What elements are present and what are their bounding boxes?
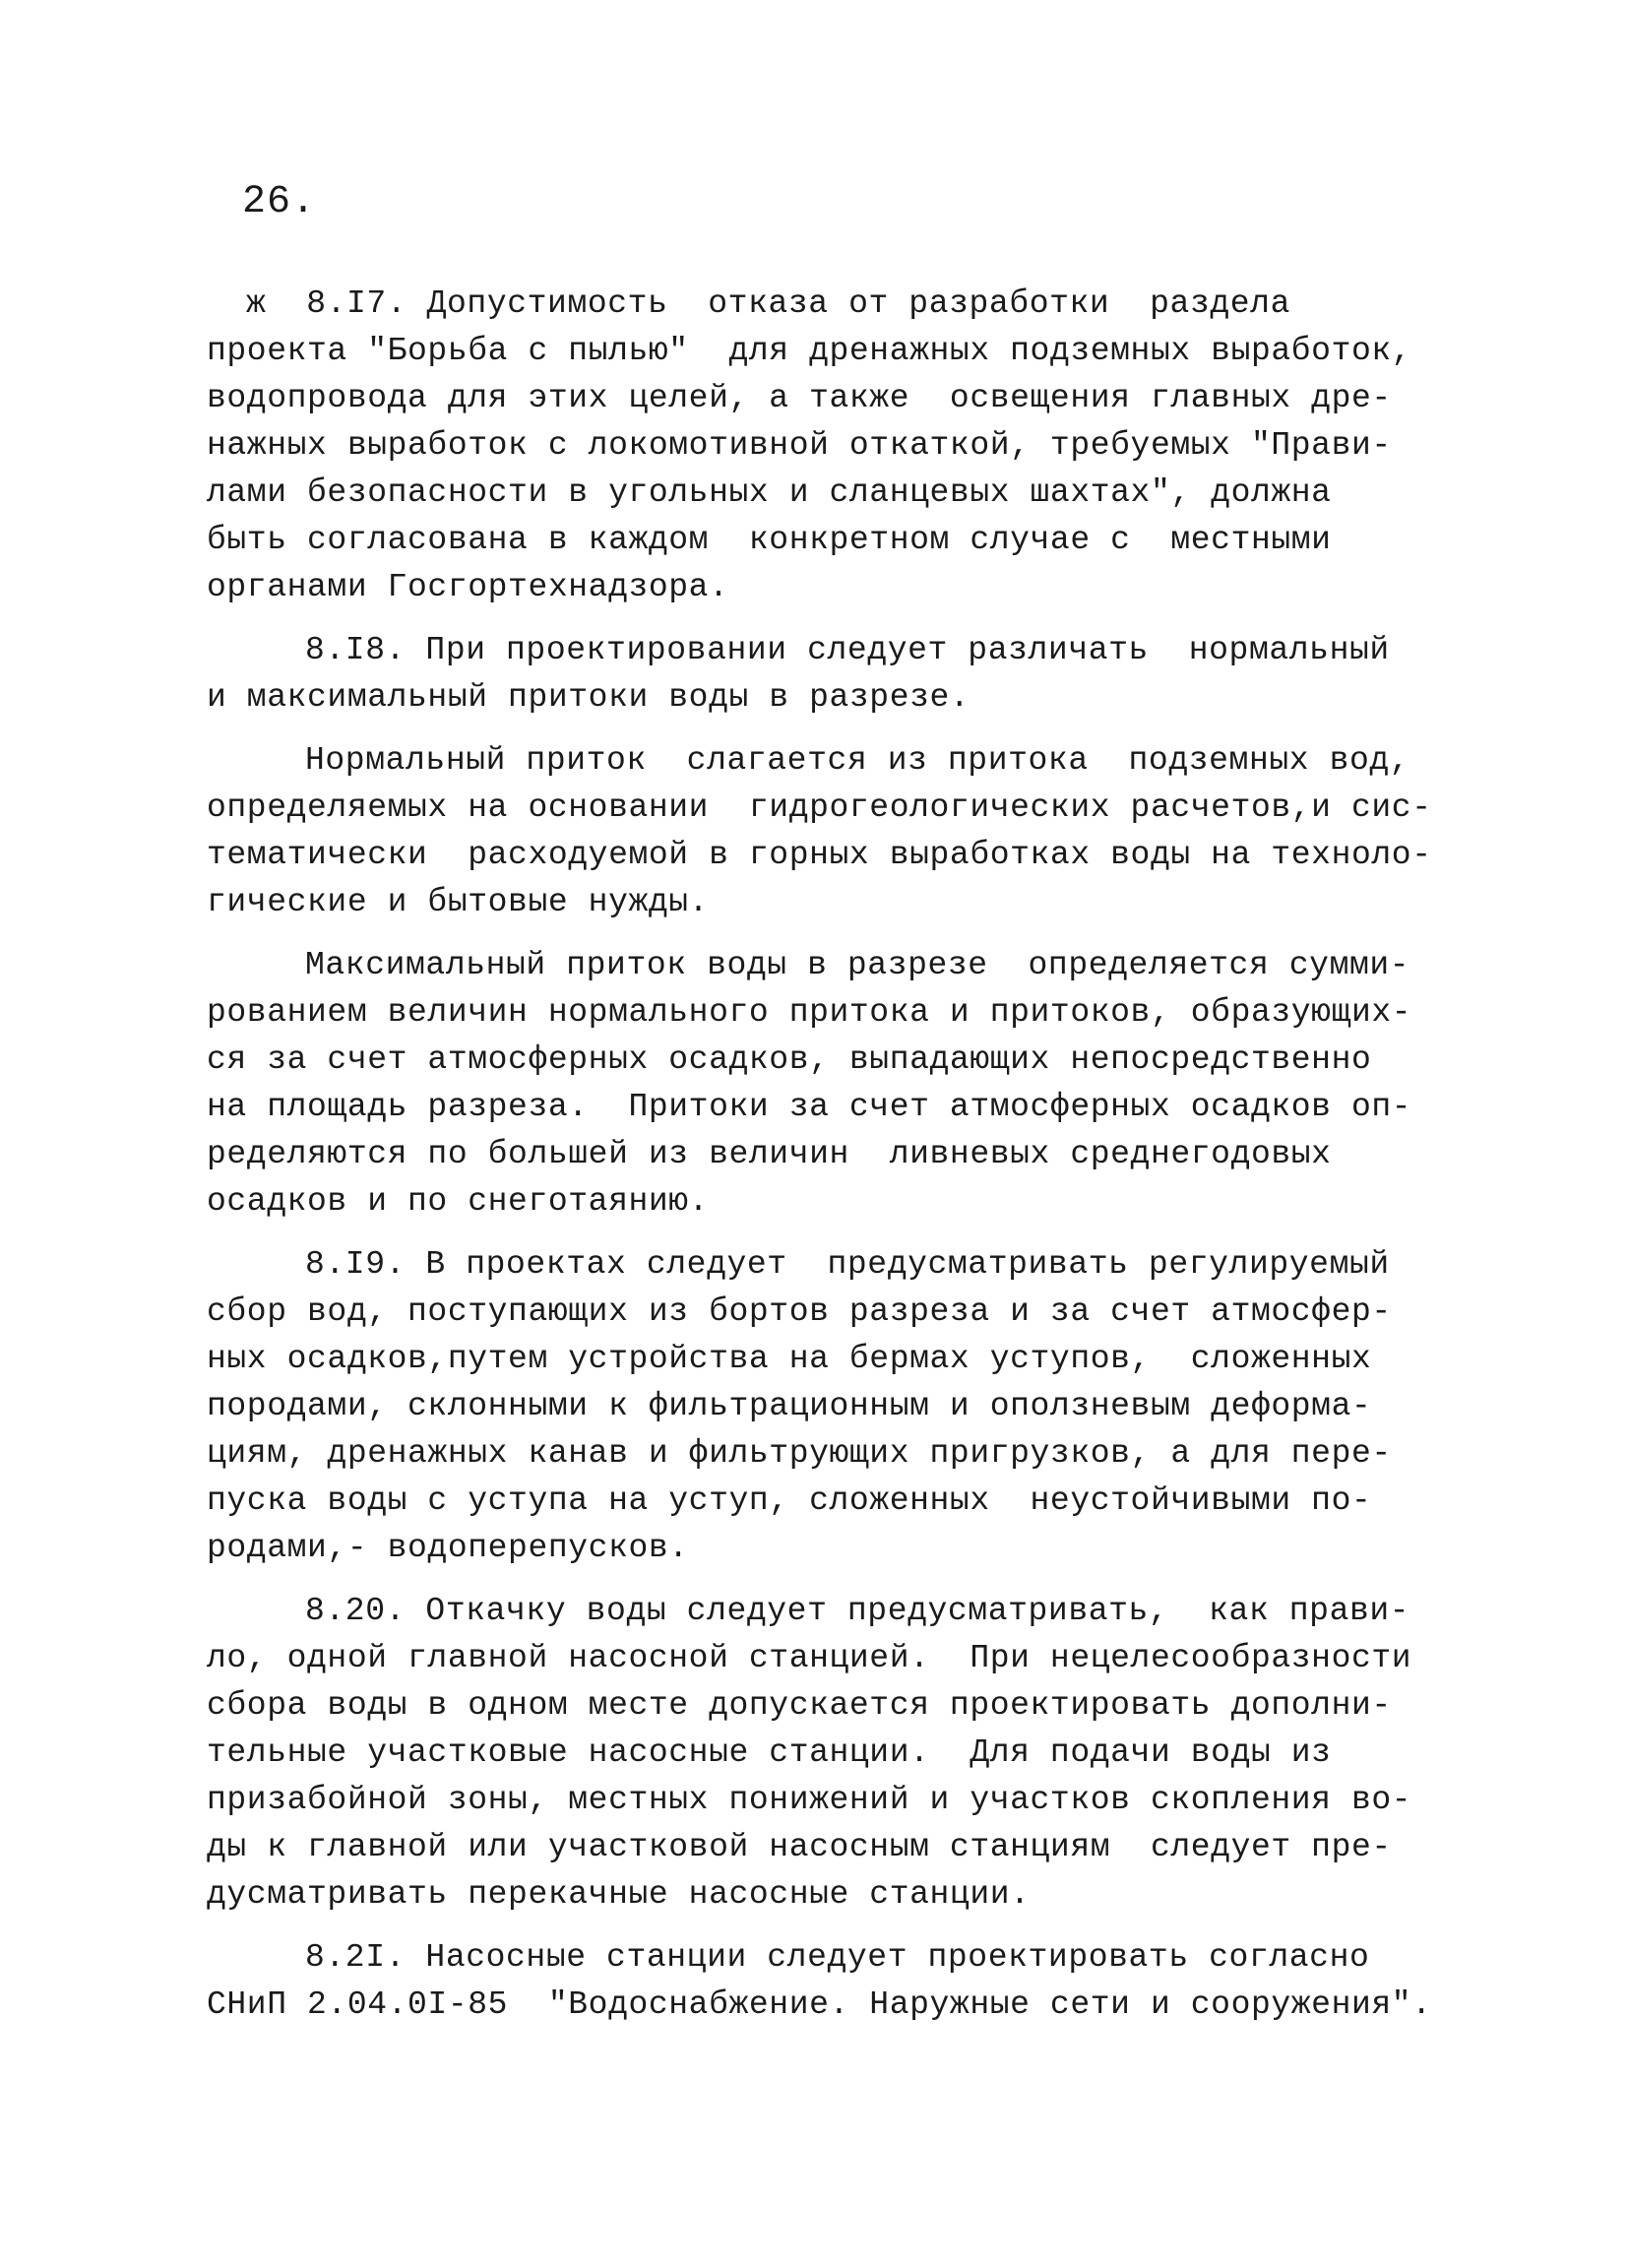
text-line: тематически расходуемой в горных выработках воды на техноло- (207, 837, 1432, 873)
text-line: призабойной зоны, местных понижений и участков скопления во- (207, 1782, 1412, 1818)
text-line: быть согласована в каждом конкретном случае с местными (207, 522, 1332, 558)
paragraph-maximum-inflow (207, 942, 1417, 1226)
text-line: ж 8.I7. Допустимость отказа от разработки раздела (246, 285, 1290, 322)
text-line: родами,- водоперепусков. (207, 1530, 689, 1566)
text-line: СНиП 2.04.0I-85 "Водоснабжение. Наружные сети и сооружения". (207, 1986, 1432, 2023)
text-line: ды к главной или участковой насосным станциям следует пре- (207, 1829, 1392, 1865)
text-line: органами Госгортехнадзора. (207, 569, 729, 605)
text-line: гические и бытовые нужды. (207, 884, 710, 920)
text-line: Нормальный приток слагается из притока подземных вод, (305, 742, 1410, 779)
text-line: пуска воды с уступа на уступ, сложенных неустойчивыми по- (207, 1482, 1372, 1519)
text-line: Максимальный приток воды в разрезе определяется сумми- (305, 947, 1410, 983)
text-line: нажных выработок с локомотивной откаткой, требуемых "Прави- (207, 427, 1392, 464)
text-line: рованием величин нормального притока и притоков, образующих- (207, 994, 1412, 1031)
text-line: водопровода для этих целей, а также освещения главных дре- (207, 380, 1392, 416)
text-line: циям, дренажных канав и фильтрующих пригрузков, а для пере- (207, 1435, 1392, 1472)
document-body (207, 281, 1432, 2045)
text-line: ределяются по большей из величин ливневых среднегодовых (207, 1136, 1332, 1172)
text-line: проекта "Борьба с пылью" для дренажных подземных выработок, (207, 333, 1412, 369)
text-line: дусматривать перекачные насосные станции. (207, 1876, 1031, 1913)
text-line: лами безопасности в угольных и сланцевых шахтах", должна (207, 474, 1332, 511)
text-line: ло, одной главной насосной станцией. При нецелесообразности (207, 1640, 1412, 1676)
paragraph-8-18 (207, 627, 1417, 722)
text-line: и максимальный притоки воды в разрезе. (207, 679, 971, 716)
text-line: ных осадков,путем устройства на бермах уступов, сложенных (207, 1341, 1372, 1377)
page-number: 26. (242, 180, 317, 224)
text-line: 8.I9. В проектах следует предусматривать регулируемый (305, 1246, 1390, 1283)
paragraph-8-20 (207, 1588, 1417, 1919)
text-line: ся за счет атмосферных осадков, выпадающих непосредственно (207, 1041, 1372, 1078)
text-line: 8.20. Откачку воды следует предусматривать, как прави- (305, 1593, 1410, 1629)
text-line: сбор вод, поступающих из бортов разреза и за счет атмосфер- (207, 1293, 1392, 1330)
text-line: сбора воды в одном месте допускается проектировать дополни- (207, 1687, 1392, 1724)
text-line: тельные участковые насосные станции. Для подачи воды из (207, 1734, 1332, 1771)
paragraph-8-19 (207, 1241, 1417, 1572)
text-line: определяемых на основании гидрогеологических расчетов,и сис- (207, 789, 1432, 826)
text-line: 8.I8. При проектировании следует различать нормальный (305, 632, 1390, 668)
text-line: породами, склонными к фильтрационным и оползневым деформа- (207, 1388, 1372, 1424)
text-line: на площадь разреза. Притоки за счет атмосферных осадков оп- (207, 1089, 1412, 1125)
paragraph-8-21 (207, 1934, 1432, 2029)
text-line: осадков и по снеготаянию. (207, 1183, 710, 1220)
paragraph-8-17 (207, 281, 1417, 611)
text-line: 8.2I. Насосные станции следует проектировать согласно (305, 1939, 1370, 1976)
paragraph-normal-inflow (207, 737, 1432, 926)
